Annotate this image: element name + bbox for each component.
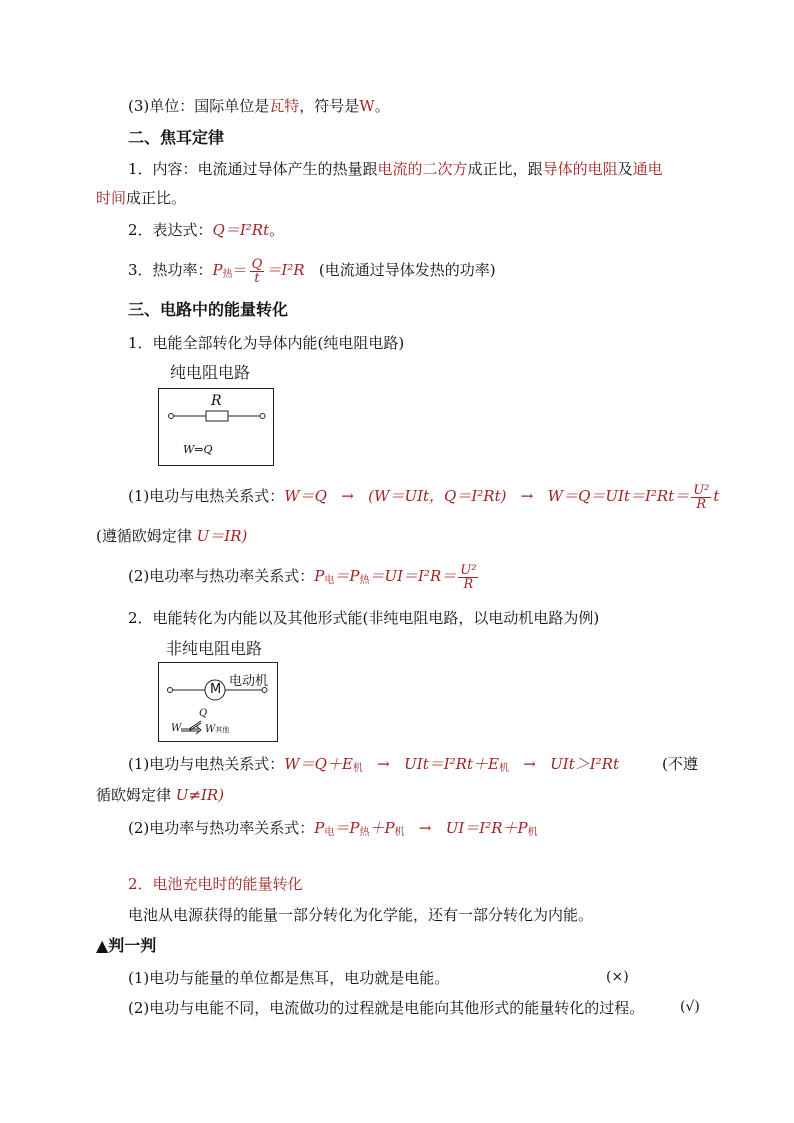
judge-a1: (×) bbox=[606, 969, 629, 985]
joule-content-red3: 通电 bbox=[632, 160, 663, 178]
rel3-f1: W＝Q＋E bbox=[284, 755, 353, 773]
joule-content-line1 bbox=[128, 159, 663, 179]
rel3-label: (1)电功与电热关系式： bbox=[128, 755, 285, 773]
rel2-line bbox=[128, 556, 480, 596]
rel3-f2: UIt＝I²Rt＋E bbox=[404, 755, 499, 773]
arrow-icon: → bbox=[377, 755, 390, 773]
rel3-line bbox=[128, 754, 619, 779]
unit-symbol: W bbox=[359, 97, 375, 115]
rel4-f3: ＋P bbox=[369, 819, 395, 837]
rel2-fraction bbox=[458, 564, 478, 591]
battery-heading: 2．电池充电时的能量转化 bbox=[128, 875, 303, 893]
pure-resistor-diagram bbox=[158, 388, 274, 466]
joule-heading: 二、焦耳定律 bbox=[128, 128, 225, 147]
motor-icon: M bbox=[210, 682, 222, 697]
w-other: W bbox=[205, 724, 216, 735]
arrow-icon: → bbox=[418, 819, 432, 837]
rel4-f4: UI＝I²R＋P bbox=[445, 819, 528, 837]
units-line bbox=[128, 96, 390, 116]
rel1-line bbox=[128, 476, 719, 516]
rel2-f1: P bbox=[314, 567, 325, 585]
rel1-fraction bbox=[691, 484, 711, 511]
rel1-line2 bbox=[96, 526, 247, 546]
rel2-f3: ＝UI＝I²R＝ bbox=[369, 567, 457, 585]
energy-item1: 1．电能全部转化为导体内能(纯电阻电路) bbox=[128, 334, 405, 352]
power-rhs: ＝I²R bbox=[266, 261, 305, 279]
rel1-label: (1)电功与电热关系式： bbox=[128, 487, 285, 505]
joule-content-prefix: 1．内容：电流通过导体产生的热量跟 bbox=[128, 160, 378, 178]
rel4-sub3: 机 bbox=[394, 827, 405, 838]
resistor-label: R bbox=[211, 393, 222, 409]
rel4-label: (2)电功率与热功率关系式： bbox=[128, 819, 315, 837]
expr-formula: Q＝I²Rt bbox=[212, 221, 270, 239]
expr-label: 2．表达式： bbox=[128, 221, 213, 239]
rel3-note: (不遵 bbox=[662, 755, 698, 773]
rel1-f1: W＝Q bbox=[284, 487, 327, 505]
judge-q1: (1)电功与能量的单位都是焦耳，电功就是电能。 bbox=[128, 969, 450, 987]
joule-content-red2: 导体的电阻 bbox=[542, 160, 618, 178]
judge-a2: (√) bbox=[680, 999, 700, 1015]
rel4-sub2: 热 bbox=[359, 827, 370, 838]
arrow-icon: → bbox=[341, 487, 354, 505]
battery-text: 电池从电源获得的能量一部分转化为化学能，还有一部分转化为内能。 bbox=[128, 906, 594, 924]
rel2-den: R bbox=[463, 576, 474, 592]
joule-content-mid2: 及 bbox=[617, 160, 633, 178]
diagram1-caption: 纯电阻电路 bbox=[170, 363, 251, 382]
joule-content-red1: 电流的二次方 bbox=[377, 160, 468, 178]
power-note: (电流通过导体发热的功率) bbox=[318, 261, 496, 279]
rel3-f3: UIt＞I²Rt bbox=[550, 755, 619, 773]
motor-label: 电动机 bbox=[229, 674, 269, 689]
rel1-tail: t bbox=[713, 487, 720, 505]
power-den: t bbox=[254, 270, 260, 286]
rel2-sub2: 热 bbox=[359, 575, 370, 586]
q-label: Q bbox=[199, 708, 208, 719]
rel2-label: (2)电功率与热功率关系式： bbox=[128, 567, 315, 585]
motor-diagram bbox=[158, 662, 278, 742]
units-mid: ，符号是 bbox=[299, 97, 360, 115]
rel2-sub1: 电 bbox=[324, 575, 335, 586]
power-sub: 热 bbox=[222, 269, 233, 280]
w-other-sub: 其他 bbox=[215, 726, 230, 734]
rel2-f2: ＝P bbox=[334, 567, 360, 585]
units-end: 。 bbox=[374, 97, 390, 115]
power-label: 3．热功率： bbox=[128, 261, 213, 279]
expr-end: 。 bbox=[269, 221, 285, 239]
diagram2-caption: 非纯电阻电路 bbox=[166, 639, 263, 658]
power-fraction bbox=[250, 258, 265, 285]
rel1-line2-prefix: (遵循欧姆定律 bbox=[96, 527, 192, 545]
w-other-label bbox=[205, 724, 229, 735]
rel3-line2 bbox=[96, 785, 224, 805]
power-lhs: P bbox=[212, 261, 223, 279]
rel1-num: U² bbox=[693, 482, 710, 498]
rel4-f1: P bbox=[314, 819, 325, 837]
rel4-line bbox=[128, 818, 538, 843]
joule-content-line2 bbox=[96, 188, 186, 208]
rel2-num: U² bbox=[460, 562, 477, 578]
rel1-line2-formula: U＝IR) bbox=[196, 527, 248, 545]
units-label: (3)单位：国际单位是 bbox=[128, 97, 270, 115]
joule-heat-power bbox=[128, 253, 496, 287]
rel4-f2: ＝P bbox=[334, 819, 360, 837]
power-eq: ＝ bbox=[232, 261, 248, 279]
rel1-den: R bbox=[696, 496, 707, 512]
arrow-icon: → bbox=[520, 487, 534, 505]
judge-heading: ▲判一判 bbox=[96, 936, 157, 955]
joule-content-line2-red: 时间 bbox=[96, 189, 127, 207]
joule-content-line2-end: 成正比。 bbox=[126, 189, 187, 207]
rel3-sub2: 机 bbox=[498, 763, 509, 774]
arrow-icon: → bbox=[523, 755, 536, 773]
rel1-f3: W＝Q＝UIt＝I²Rt＝ bbox=[547, 487, 690, 505]
flow-label: W⇒Q bbox=[183, 443, 213, 456]
rel4-sub1: 电 bbox=[324, 827, 335, 838]
judge-q2: (2)电功与电能不同，电流做功的过程就是电能向其他形式的能量转化的过程。 bbox=[128, 999, 645, 1017]
rel3-line2-prefix: 循欧姆定律 bbox=[96, 786, 172, 804]
w-label: W bbox=[171, 723, 182, 734]
energy-item2: 2．电能转化为内能以及其他形式能(非纯电阻电路，以电动机电路为例) bbox=[128, 609, 600, 627]
rel1-f2: (W＝UIt，Q＝I²Rt) bbox=[368, 487, 507, 505]
joule-content-mid1: 成正比，跟 bbox=[467, 160, 543, 178]
rel3-line2-formula: U≠IR) bbox=[175, 786, 225, 804]
unit-name: 瓦特 bbox=[269, 97, 300, 115]
power-num: Q bbox=[251, 256, 263, 272]
energy-heading: 三、电路中的能量转化 bbox=[128, 300, 289, 319]
joule-expression bbox=[128, 220, 284, 240]
rel3-sub1: 机 bbox=[352, 763, 363, 774]
rel4-sub4: 机 bbox=[527, 827, 538, 838]
